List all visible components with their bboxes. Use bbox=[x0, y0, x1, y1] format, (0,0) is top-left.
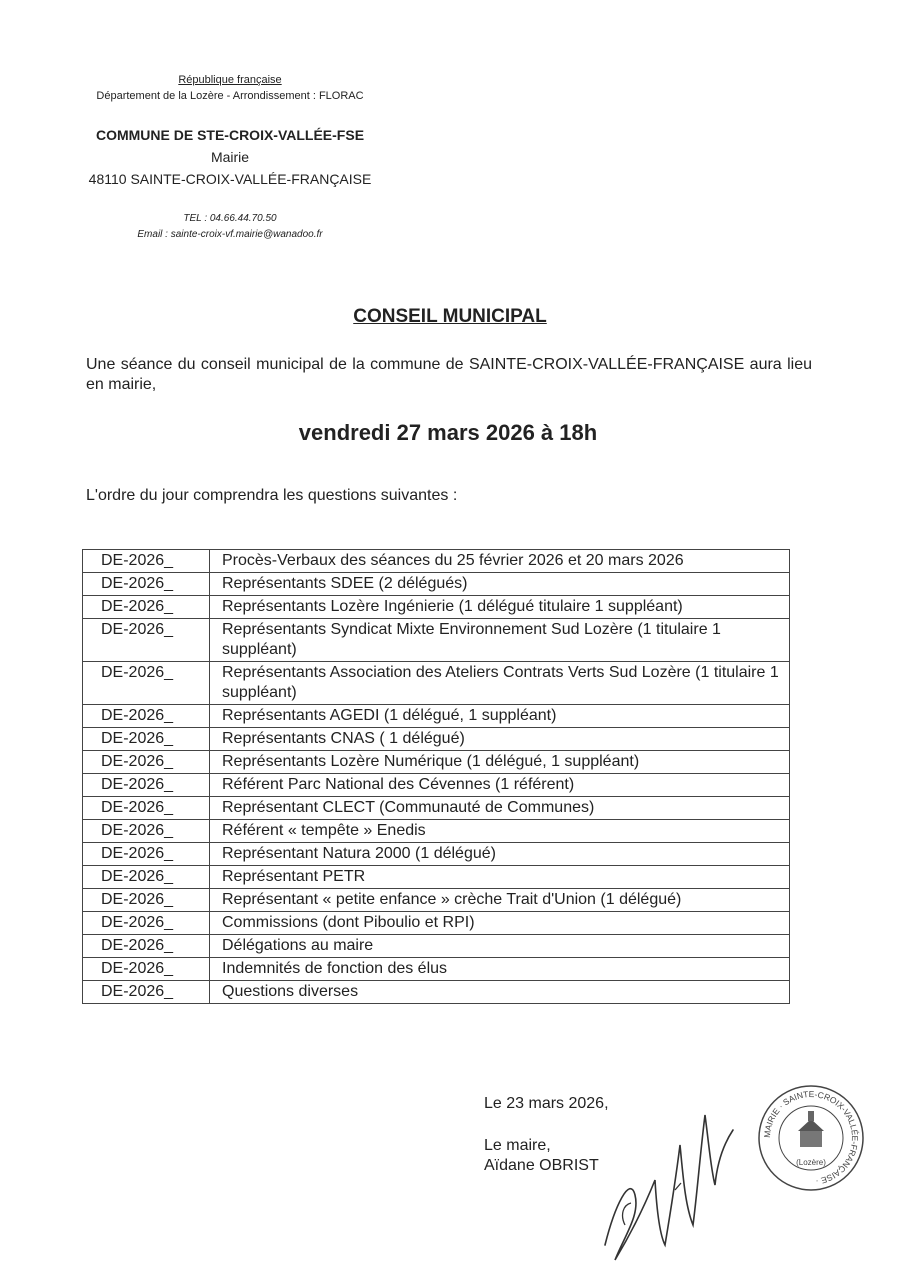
agenda-code: DE-2026_ bbox=[83, 866, 210, 889]
agenda-row bbox=[83, 935, 790, 958]
agenda-row bbox=[83, 751, 790, 774]
handwritten-signature bbox=[585, 1085, 745, 1265]
agenda-item: Représentants Lozère Numérique (1 délégué, 1 suppléant) bbox=[210, 751, 790, 774]
agenda-item: Représentants CNAS ( 1 délégué) bbox=[210, 728, 790, 751]
agenda-code: DE-2026_ bbox=[83, 981, 210, 1004]
stamp-emblem-icon bbox=[798, 1111, 824, 1147]
agenda-code: DE-2026_ bbox=[83, 958, 210, 981]
agenda-item: Représentants SDEE (2 délégués) bbox=[210, 573, 790, 596]
agenda-code: DE-2026_ bbox=[83, 797, 210, 820]
signature-date: Le 23 mars 2026, bbox=[484, 1095, 609, 1112]
agenda-code: DE-2026_ bbox=[83, 596, 210, 619]
departement-line: Département de la Lozère - Arrondissement : FLORAC bbox=[96, 90, 364, 102]
agenda-code: DE-2026_ bbox=[83, 550, 210, 573]
intro-paragraph: Une séance du conseil municipal de la commune de SAINTE-CROIX-VALLÉE-FRANÇAISE aura lieu en mairie, bbox=[86, 356, 812, 393]
agenda-code: DE-2026_ bbox=[83, 573, 210, 596]
page-title: CONSEIL MUNICIPAL bbox=[353, 306, 547, 327]
agenda-code: DE-2026_ bbox=[83, 843, 210, 866]
agenda-row bbox=[83, 889, 790, 912]
agenda-item: Représentant « petite enfance » crèche Trait d'Union (1 délégué) bbox=[210, 889, 790, 912]
agenda-code: DE-2026_ bbox=[83, 820, 210, 843]
agenda-item: Indemnités de fonction des élus bbox=[210, 958, 790, 981]
signature-role: Le maire, bbox=[484, 1137, 551, 1154]
agenda-item: Procès-Verbaux des séances du 25 février 2026 et 20 mars 2026 bbox=[210, 550, 790, 573]
agenda-code: DE-2026_ bbox=[83, 889, 210, 912]
agenda-item: Délégations au maire bbox=[210, 935, 790, 958]
agenda-item: Représentants Association des Ateliers Contrats Verts Sud Lozère (1 titulaire 1 suppléant) bbox=[210, 662, 790, 705]
agenda-row bbox=[83, 728, 790, 751]
agenda-row bbox=[83, 705, 790, 728]
agenda-item: Représentants AGEDI (1 délégué, 1 suppléant) bbox=[210, 705, 790, 728]
agenda-item: Représentants Lozère Ingénierie (1 délégué titulaire 1 suppléant) bbox=[210, 596, 790, 619]
agenda-code: DE-2026_ bbox=[83, 751, 210, 774]
agenda-row bbox=[83, 981, 790, 1004]
address-line: 48110 SAINTE-CROIX-VALLÉE-FRANÇAISE bbox=[88, 171, 372, 187]
agenda-item: Représentant Natura 2000 (1 délégué) bbox=[210, 843, 790, 866]
agenda-code: DE-2026_ bbox=[83, 662, 210, 705]
agenda-code: DE-2026_ bbox=[83, 619, 210, 662]
agenda-item: Référent Parc National des Cévennes (1 référent) bbox=[210, 774, 790, 797]
agenda-item: Commissions (dont Piboulio et RPI) bbox=[210, 912, 790, 935]
agenda-code: DE-2026_ bbox=[83, 774, 210, 797]
stamp-bottom-text: (Lozère) bbox=[796, 1158, 826, 1167]
agenda-row bbox=[83, 843, 790, 866]
agenda-row bbox=[83, 550, 790, 573]
agenda-row bbox=[83, 797, 790, 820]
signature-name: Aïdane OBRIST bbox=[484, 1157, 599, 1174]
agenda-item: Représentant PETR bbox=[210, 866, 790, 889]
agenda-row bbox=[83, 573, 790, 596]
agenda-table bbox=[82, 549, 790, 1004]
agenda-item: Référent « tempête » Enedis bbox=[210, 820, 790, 843]
agenda-intro: L'ordre du jour comprendra les questions suivantes : bbox=[86, 487, 458, 504]
phone-line: TEL : 04.66.44.70.50 bbox=[183, 213, 277, 224]
agenda-row bbox=[83, 958, 790, 981]
agenda-row bbox=[83, 912, 790, 935]
agenda-item: Représentant CLECT (Communauté de Communes) bbox=[210, 797, 790, 820]
agenda-row bbox=[83, 596, 790, 619]
agenda-item: Questions diverses bbox=[210, 981, 790, 1004]
agenda-row bbox=[83, 820, 790, 843]
republique-line: République française bbox=[178, 74, 282, 86]
agenda-code: DE-2026_ bbox=[83, 912, 210, 935]
meeting-date: vendredi 27 mars 2026 à 18h bbox=[298, 420, 598, 445]
mairie-stamp bbox=[756, 1083, 866, 1193]
commune-name: COMMUNE DE STE-CROIX-VALLÉE-FSE bbox=[95, 127, 365, 143]
agenda-code: DE-2026_ bbox=[83, 935, 210, 958]
stamp-text: MAIRIE · SAINTE-CROIX-VALLÉE-FRANÇAISE · bbox=[761, 1088, 861, 1187]
mairie-line: Mairie bbox=[210, 149, 250, 165]
agenda-row bbox=[83, 662, 790, 705]
agenda-row bbox=[83, 774, 790, 797]
agenda-code: DE-2026_ bbox=[83, 705, 210, 728]
agenda-item: Représentants Syndicat Mixte Environnement Sud Lozère (1 titulaire 1 suppléant) bbox=[210, 619, 790, 662]
agenda-code: DE-2026_ bbox=[83, 728, 210, 751]
email-line: Email : sainte-croix-vf.mairie@wanadoo.fr bbox=[137, 229, 323, 240]
agenda-row bbox=[83, 619, 790, 662]
agenda-row bbox=[83, 866, 790, 889]
